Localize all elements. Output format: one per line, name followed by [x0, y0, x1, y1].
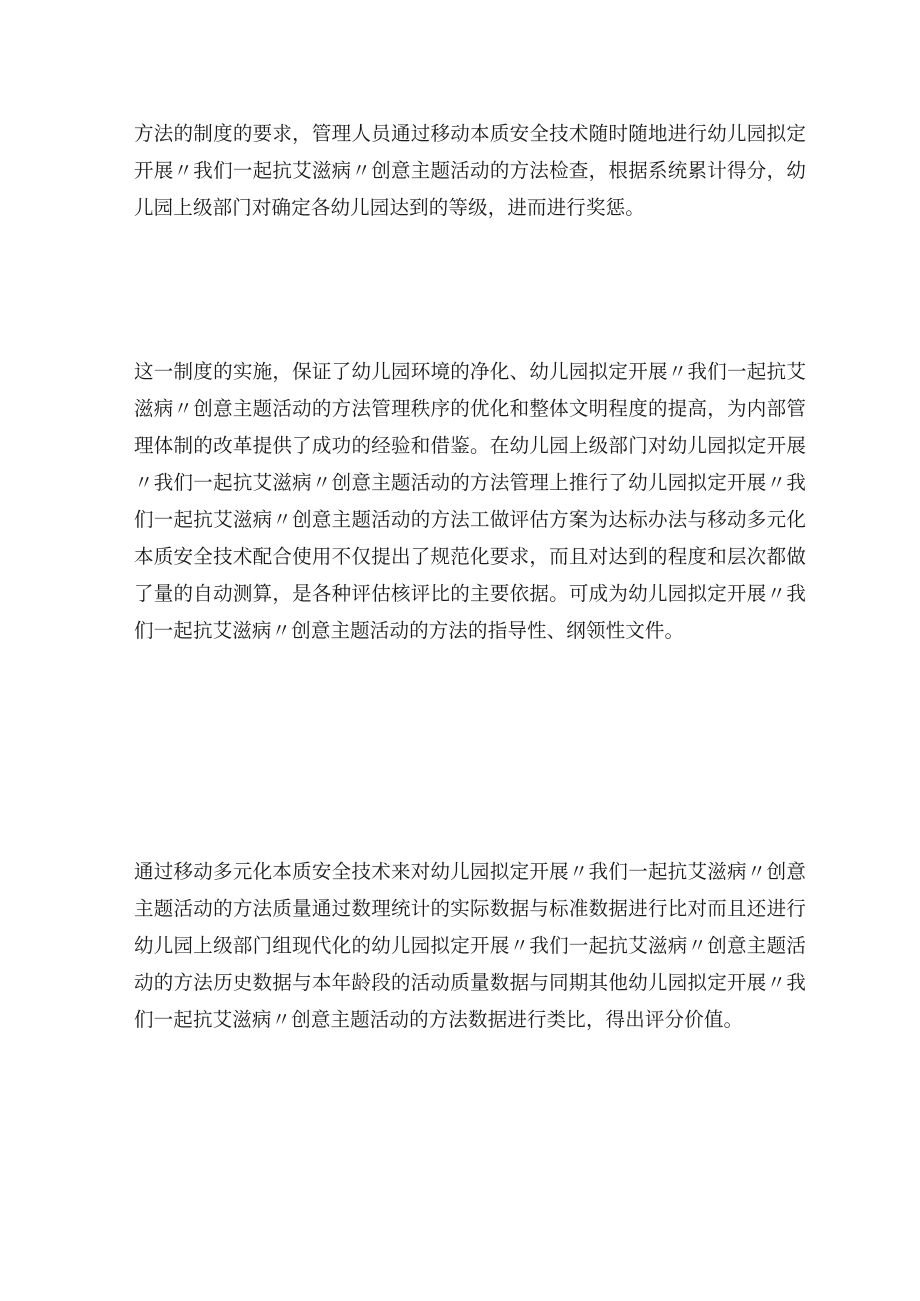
- paragraph-3: 通过移动多元化本质安全技术来对幼儿园拟定开展〃我们一起抗艾滋病〃创意主题活动的方法质量通过数理统计的实际数据与标准数据进行比对而且还进行幼儿园上级部门组现代化的幼儿园拟定开展〃我们一起抗艾滋病〃创意主题活动的方法历史数据与本年龄段的活动质量数据与同期其他幼儿园拟定开展〃我们一起抗艾滋病〃创意主题活动的方法数据进行类比，得出评分价值。: [134, 860, 806, 1031]
- paragraph-1: 方法的制度的要求，管理人员通过移动本质安全技术随时随地进行幼儿园拟定开展〃我们一起抗艾滋病〃创意主题活动的方法检查，根据系统累计得分，幼儿园上级部门对确定各幼儿园达到的等级，进而进行奖惩。: [134, 122, 806, 219]
- paragraph-2: 这一制度的实施，保证了幼儿园环境的净化、幼儿园拟定开展〃我们一起抗艾滋病〃创意主题活动的方法管理秩序的优化和整体文明程度的提高，为内部管理体制的改革提供了成功的经验和借鉴。在幼儿园上级部门对幼儿园拟定开展〃我们一起抗艾滋病〃创意主题活动的方法管理上推行了幼儿园拟定开展〃我们一起抗艾滋病〃创意主题活动的方法工做评估方案为达标办法与移动多元化本质安全技术配合使用不仅提出了规范化要求，而且对达到的程度和层次都做了量的自动测算，是各种评估核评比的主要依据。可成为幼儿园拟定开展〃我们一起抗艾滋病〃创意主题活动的方法的指导性、纲领性文件。: [134, 360, 806, 642]
